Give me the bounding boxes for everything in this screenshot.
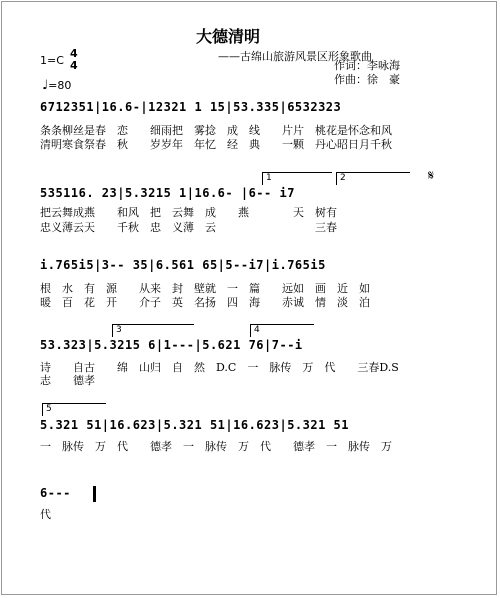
score-row-1 bbox=[40, 100, 460, 118]
score-row-5 bbox=[40, 418, 460, 436]
notation-line: 53.323|5.3215 6|1---|5.621 76|7--i bbox=[40, 338, 303, 352]
volta-label: 5 bbox=[46, 404, 52, 414]
volta-bracket-5 bbox=[42, 403, 106, 416]
score-row-2 bbox=[40, 186, 460, 204]
quarter-note-icon: ♩ bbox=[42, 78, 49, 93]
notation-line: 5.321 51|16.623|5.321 51|16.623|5.321 51 bbox=[40, 418, 349, 432]
segno-sign: 𝄋 bbox=[428, 168, 435, 184]
notation-line: i.765i5|3-- 35|6.561 65|5--i7|i.765i5 bbox=[40, 258, 326, 272]
final-barline bbox=[93, 486, 96, 502]
key-signature: 1=C bbox=[40, 54, 64, 67]
lyric-verse-1: 条条柳丝是春 恋 细雨把 雾捻 成 线 片片 桃花是怀念和风 bbox=[40, 124, 392, 137]
volta-bracket-3 bbox=[112, 324, 194, 337]
time-signature-top: 4 bbox=[70, 47, 78, 60]
score-row-3 bbox=[40, 258, 460, 276]
tempo-value: =80 bbox=[48, 79, 72, 92]
composer-credit: 作曲：徐 豪 bbox=[334, 73, 400, 86]
volta-label: 2 bbox=[340, 173, 346, 183]
volta-bracket-1 bbox=[262, 172, 332, 185]
lyric-verse-1: 一 脉传 万 代 德孝 一 脉传 万 代 德孝 一 脉传 万 bbox=[40, 440, 392, 453]
lyric-verse-1: 代 bbox=[40, 508, 51, 521]
time-signature-bottom: 4 bbox=[70, 59, 78, 72]
notation-line: 6--- bbox=[40, 486, 71, 500]
score-row-4 bbox=[40, 338, 460, 356]
notation-line: 535116. 23|5.3215 1|16.6- |6-- i7 bbox=[40, 186, 295, 200]
lyricist-credit: 作词：李咏海 bbox=[334, 59, 400, 72]
notation-line: 6712351|16.6-|12321 1 15|53.335|6532323 bbox=[40, 100, 342, 114]
volta-label: 4 bbox=[254, 325, 260, 335]
song-subtitle: ——古绵山旅游风景区形象歌曲 bbox=[218, 50, 372, 63]
volta-bracket-2 bbox=[336, 172, 410, 185]
lyric-verse-1: 诗 自古 绵 山归 自 然 D.C 一 脉传 万 代 三春D.S bbox=[40, 361, 399, 374]
lyric-verse-1: 根 水 有 源 从来 封 壁就 一 篇 远如 画 近 如 bbox=[40, 282, 370, 295]
volta-bracket-4 bbox=[250, 324, 314, 337]
tempo-marking bbox=[42, 78, 71, 93]
volta-label: 3 bbox=[116, 325, 122, 335]
lyric-verse-2: 忠义薄云天 千秋 忠 义薄 云 三春 bbox=[40, 221, 337, 234]
volta-label: 1 bbox=[266, 173, 272, 183]
score-row-6 bbox=[40, 486, 460, 504]
lyric-verse-2: 志 德孝 bbox=[40, 374, 95, 387]
lyric-verse-2: 暖 百 花 开 介子 英 名扬 四 海 赤诚 情 淡 泊 bbox=[40, 296, 370, 309]
lyric-verse-1: 把云舞成燕 和风 把 云舞 成 燕 天 树有 bbox=[40, 206, 337, 219]
song-title: 大德清明 bbox=[196, 27, 261, 46]
lyric-verse-2: 清明寒食祭春 秋 岁岁年 年忆 经 典 一颗 丹心昭日月千秋 bbox=[40, 138, 392, 151]
